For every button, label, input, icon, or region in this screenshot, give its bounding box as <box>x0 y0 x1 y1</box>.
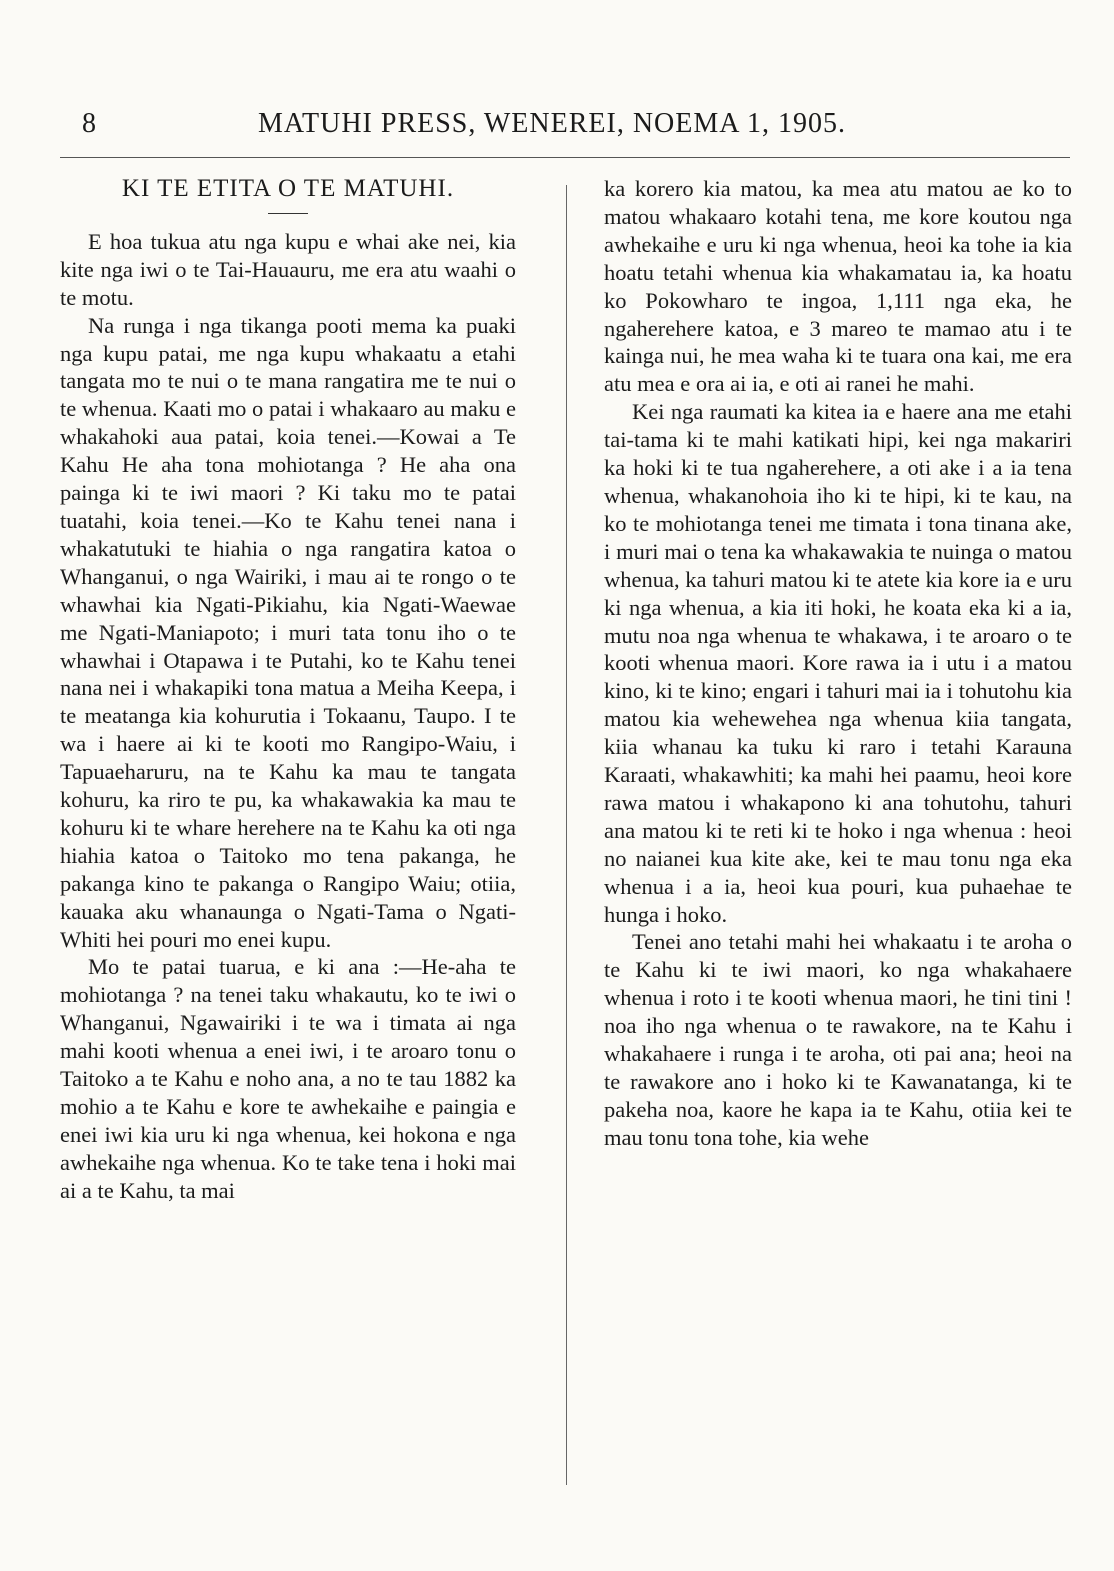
right-column <box>604 175 1072 1152</box>
header-rule <box>60 157 1070 158</box>
paragraph: Mo te patai tuarua, e ki ana :—He-aha te mohiotanga ? na tenei taku whakautu, ko te iwi o Whanganui, Ngawairiki i te wa i timata ai nga mahi kooti whenua a enei iwi, i te aroaro tonu o Taitoko a te Kahu e noho ana, a no te tau 1882 ka mohio a te Kahu e kore te awhekaihe e paingia e enei iwi kia uru ki nga whenua, kei hokona e nga awhekaihe nga whenua. Ko te take tena i hoki mai ai a te Kahu, ta mai <box>60 954 516 1203</box>
left-column <box>60 175 516 1205</box>
paragraph: E hoa tukua atu nga kupu e whai ake nei, kia kite nga iwi o te Tai-Hauauru, me era atu waahi o te motu. <box>60 228 516 310</box>
paragraph: ka korero kia matou, ka mea atu matou ae ko to matou whakaaro kotahi tena, me kore koutou nga awhekaihe e uru ki nga whenua, heoi ka tohe ia kia hoatu tetahi whenua kia whakamatau ia, ka hoatu ko Pokowharo te ingoa, 1,111 nga eka, he ngaherehere katoa, e 3 mareo te mamao atu i te kainga nui, he mea waha ki te tuara ona kai, me era atu mea e ora ai ia, e oti ai ranei he mahi. <box>604 176 1072 397</box>
paragraph: Na runga i nga tikanga pooti mema ka puaki nga kupu patai, me nga kupu whakaatu a etahi tangata mo te nui o te mana rangatira me te nui o te whenua. Kaati mo o patai i whakaaro au maku e whakahoki aua patai, koia tenei.—Kowai a Te Kahu He aha tona mohiotanga ? He aha ona painga ki te iwi maori ? Ki taku mo te patai tuatahi, koia tenei.—Ko te Kahu tenei nana i whakatutuki te hiahia o nga rangatira katoa o Whanganui, o nga Wairiki, i mau ai te rongo o te whawhai kia Ngati-Pikiahu, kia Ngati-Waewae me Ngati-Maniapoto; i muri tata tonu iho o te whawhai i Otapawa i te Putahi, ko te Kahu tenei nana nei i whakapiki tona matua a Meiha Keepa, i te meatanga kia kohurutia i Tokaanu, Taupo. I te wa i haere ai ki te kooti mo Rangipo-Waiu, i Tapuaeharuru, na te Kahu ka mau te tangata kohuru, ka riro te pu, ka whakawakia ka mau te kohuru ki te whare herehere na te Kahu ka oti nga hiahia katoa o Taitoko mo tena pakanga, he pakanga kino te pakanga o Rangipo Waiu; otiia, kauaka aku whanaunga o Ngati-Tama o Ngati-Whiti hei pouri mo enei kupu. <box>60 312 516 952</box>
masthead: MATUHI PRESS, WENEREI, NOEMA 1, 1905. <box>258 108 846 139</box>
title-rule <box>268 213 308 214</box>
article-title: KI TE ETITA O TE MATUHI. <box>121 175 455 202</box>
paragraph: Tenei ano tetahi mahi hei whakaatu i te aroha o te Kahu ki te iwi maori, ko nga whakahaere whenua i roto i te kooti whenua maori, he tini tini ! noa iho nga whenua o te rawakore, na te Kahu i whakahaere i runga i te aroha, oti pai ana; heoi na te rawakore ano i hoko ki te Kawanatanga, ki te pakeha noa, kaore he kapa ia te Kahu, otiia kei te mau tonu tona tohe, kia wehe <box>604 929 1072 1150</box>
column-divider <box>566 185 567 1485</box>
page-number: 8 <box>82 108 97 139</box>
paragraph: Kei nga raumati ka kitea ia e haere ana me etahi tai-tama ki te mahi katikati hipi, kei nga makariri ka hoki ki te tua ngaherehere, a oti ake i a ia tena whenua, whakanohoia iho ki te hipi, ki te kau, na ko te mohiotanga tenei me timata i tona tinana ake, i muri mai o tena ka whakawakia te nuinga o matou whenua, ka tahuri matou ki te atete kia kore ia e uru ki nga whenua, a kia iti hoki, he koata eka ki a ia, mutu noa nga whenua te whakawa, i te aroaro o te kooti whenua maori. Kore rawa ia i utu i a matou kino, ki te kino; engari i tahuri mai ia i tohutohu kia matou kia wehewehea nga whenua kiia tangata, kiia whanau ka tuku ki raro i tetahi Karauna Karaati, whakawhiti; ka mahi hei paamu, heoi kore rawa matou i whakapono ki ana tohutohu, tahuri ana matou ki te reti ki te hoko i nga whenua : heoi no naianei kua kite ake, kei te mau tonu nga eka whenua i a ia, heoi kua pouri, kua puhaehae te hunga i hoko. <box>604 399 1072 927</box>
page-header <box>60 104 1070 144</box>
